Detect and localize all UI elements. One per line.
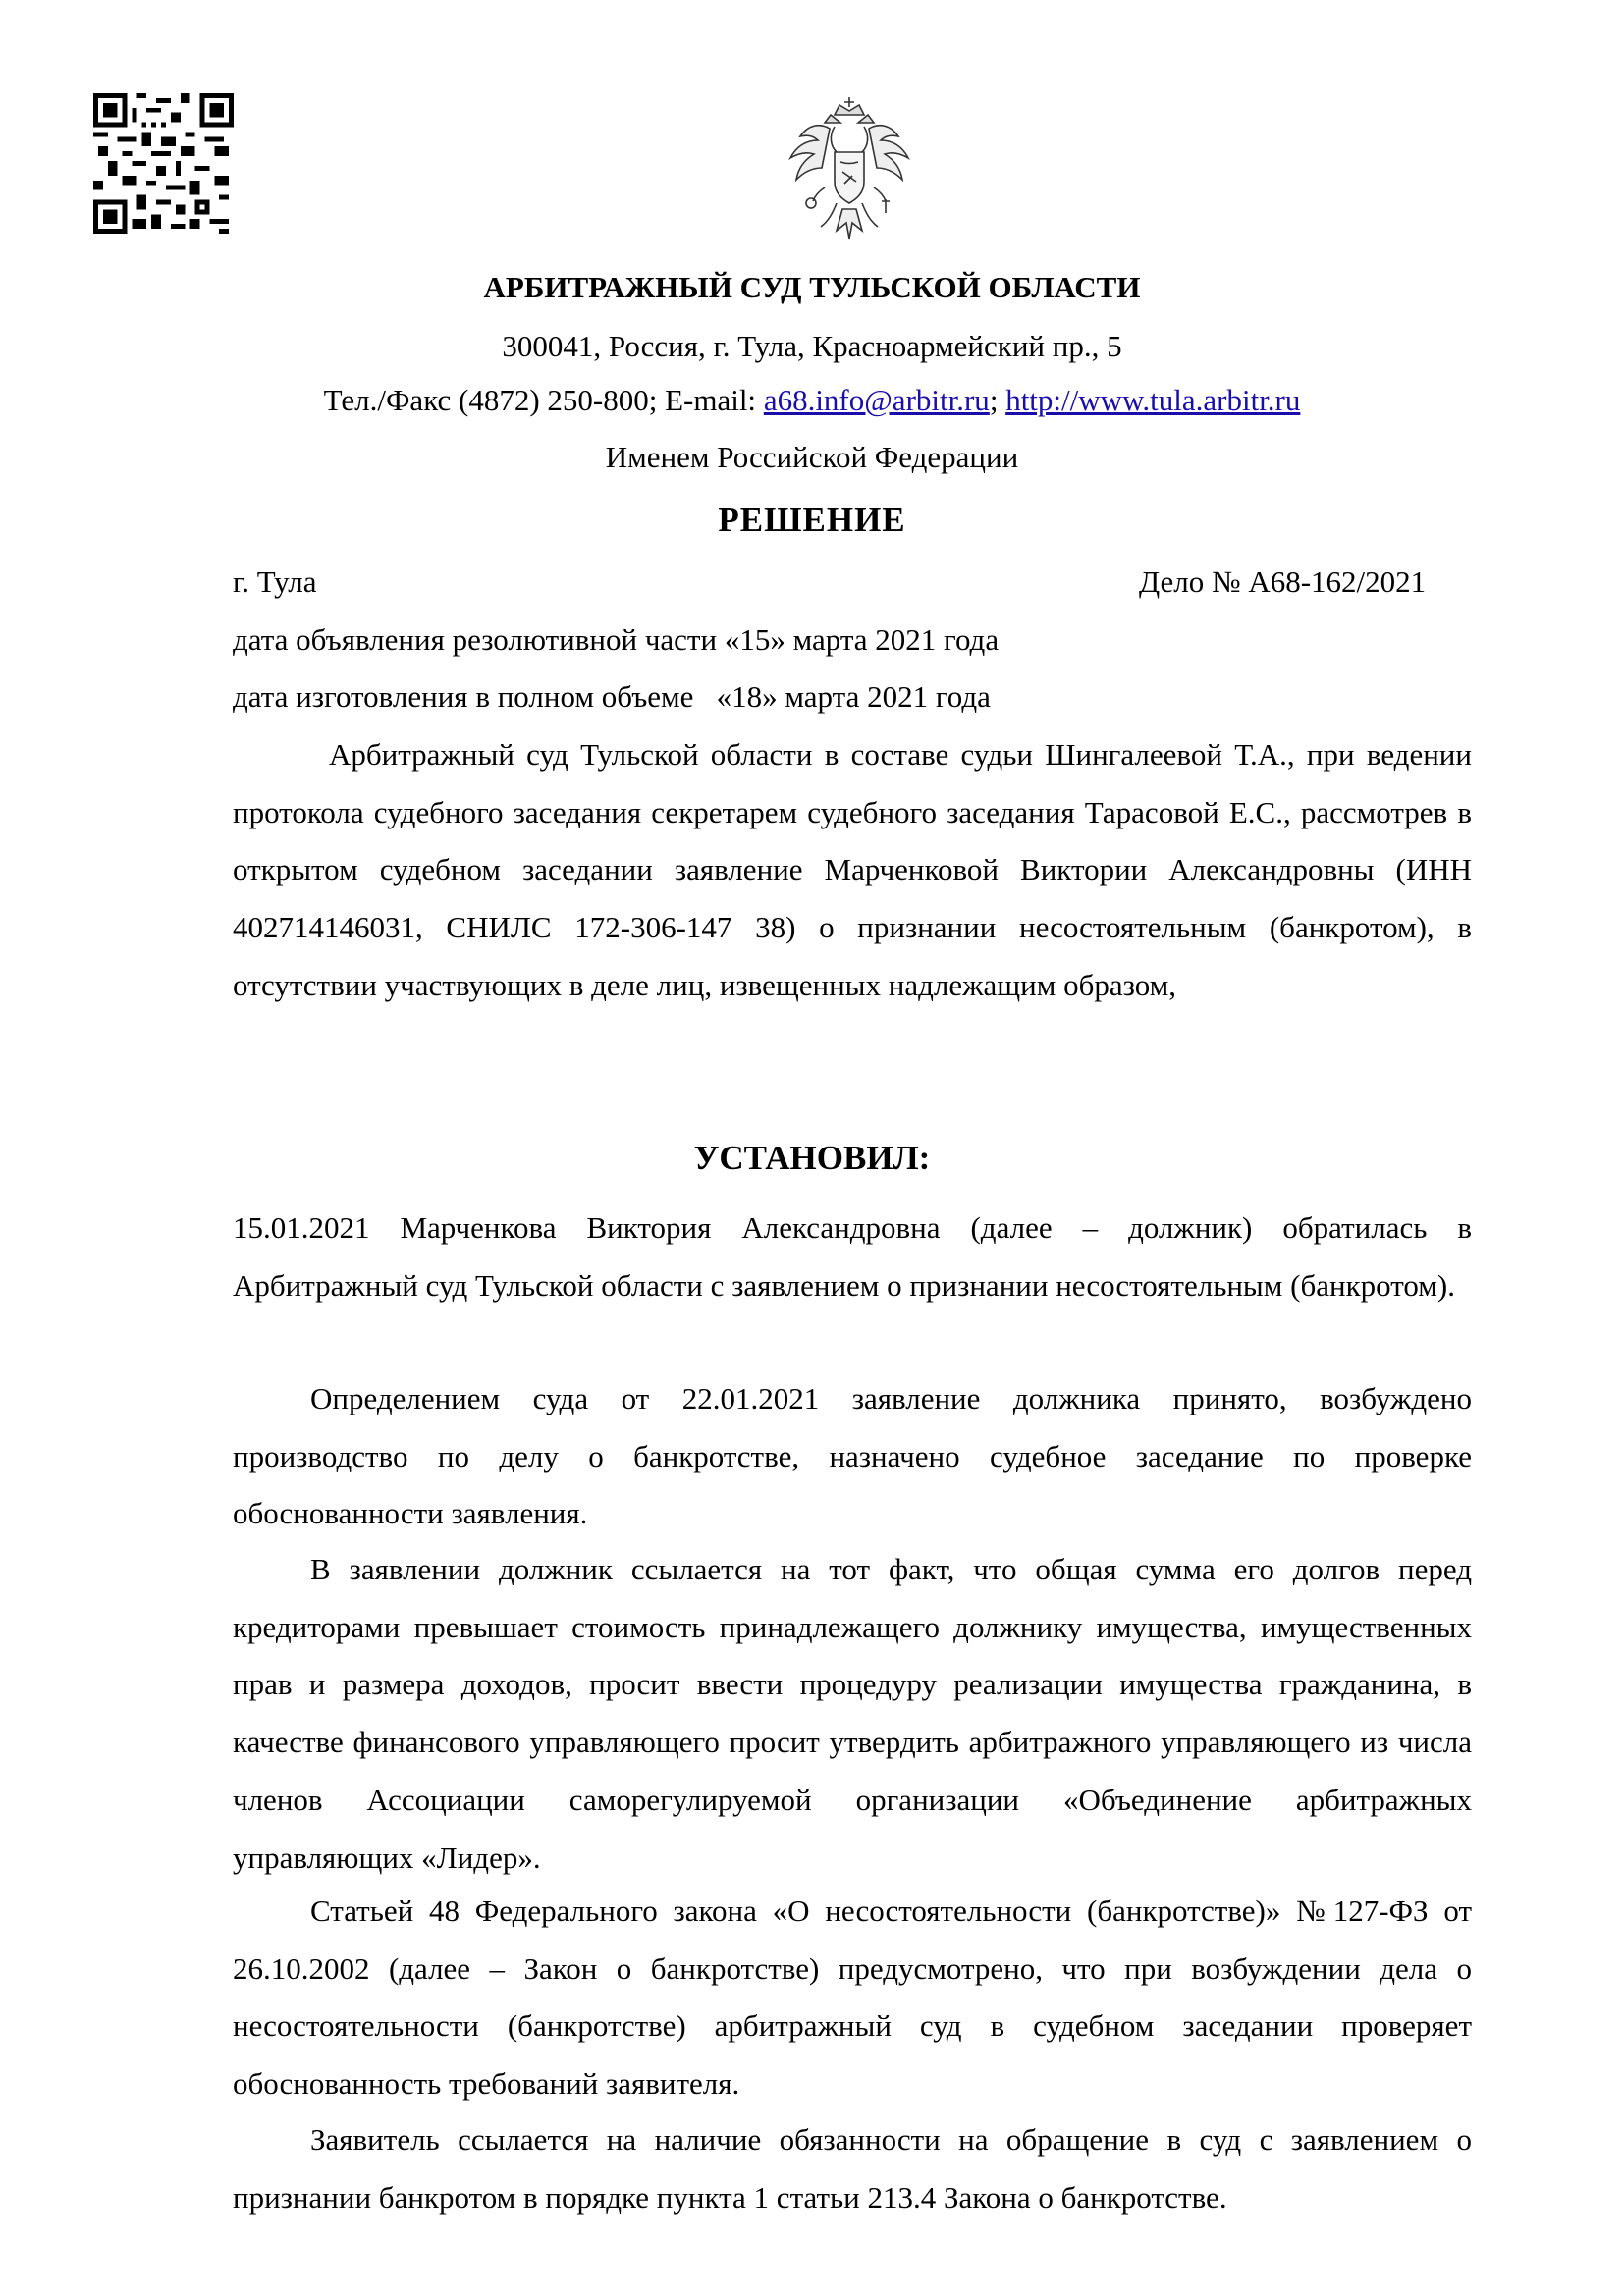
city: г. Тула [233, 564, 317, 599]
body-paragraph: Определением суда от 22.01.2021 заявление должника принято, возбуждено производство по делу о банкротстве, назначено судебное заседание по проверке обоснованности заявления. [233, 1381, 1472, 1531]
email-link[interactable]: a68.info@arbitr.ru [763, 383, 990, 417]
intro-paragraph: Арбитражный суд Тульской области в составе судьи Шингалеевой Т.А., при ведении протокола судебного заседания секретарем судебного заседания Тарасовой Е.С., рассмотрев в открытом судебном заседании заявление Марченковой Виктории Александровны (ИНН 402714146031, СНИЛС 172-306-147 38) о признании несостоятельным (банкротом), в отсутствии участвующих в деле лиц, извещенных надлежащим образом, [233, 737, 1472, 1002]
phone-fax: Тел./Факс (4872) 250-800; [323, 383, 658, 417]
section-title: УСТАНОВИЛ: [693, 1139, 931, 1177]
name-of-federation-line: Именем Российской Федерации [605, 440, 1019, 474]
body-paragraph: Статьей 48 Федерального закона «О несостоятельности (банкротстве)» №127-ФЗ от 26.10.2002 (далее – Закон о банкротстве) предусмотрено, что при возбуждении дела о несостоятельности (банкротстве) арбитражный суд в судебном заседании проверяет обоснованность требований заявителя. [233, 1894, 1472, 2102]
website-link[interactable]: http://www.tula.arbitr.ru [1005, 383, 1301, 417]
court-contacts [0, 383, 1624, 418]
qr-code-icon [93, 93, 234, 234]
court-address: 300041, Россия, г. Тула, Красноармейский пр., 5 [502, 329, 1122, 363]
date-full-text: дата изготовления в полном объеме «18» марта 2021 года [233, 679, 991, 714]
body-paragraph: Заявитель ссылается на наличие обязанности на обращение в суд с заявлением о признании банкротом в порядке пункта 1 статьи 213.4 Закона о банкротстве. [233, 2122, 1472, 2215]
body-paragraph: В заявлении должник ссылается на тот факт, что общая сумма его долгов перед кредиторами превышает стоимость принадлежащего должнику имущества, имущественных прав и размера доходов, просит ввести процедуру реализации имущества гражданина, в качестве финансового управляющего просит утвердить арбитражного управляющего из числа членов Ассоциации саморегулируемой организации «Объединение арбитражных управляющих «Лидер». [233, 1552, 1472, 1875]
contacts-separator: ; [989, 383, 999, 417]
document-title: РЕШЕНИЕ [718, 501, 906, 539]
date-announced: дата объявления резолютивной части «15» марта 2021 года [233, 622, 1000, 657]
body-paragraph: 15.01.2021 Марченкова Виктория Александровна (далее – должник) обратилась в Арбитражный суд Тульской области с заявлением о признании несостоятельным (банкротом). [233, 1210, 1472, 1303]
court-name: АРБИТРАЖНЫЙ СУД ТУЛЬСКОЙ ОБЛАСТИ [483, 270, 1141, 304]
case-number: Дело № А68-162/2021 [1139, 564, 1427, 599]
email-label: E-mail: [665, 383, 757, 417]
coat-of-arms-icon [776, 93, 923, 250]
